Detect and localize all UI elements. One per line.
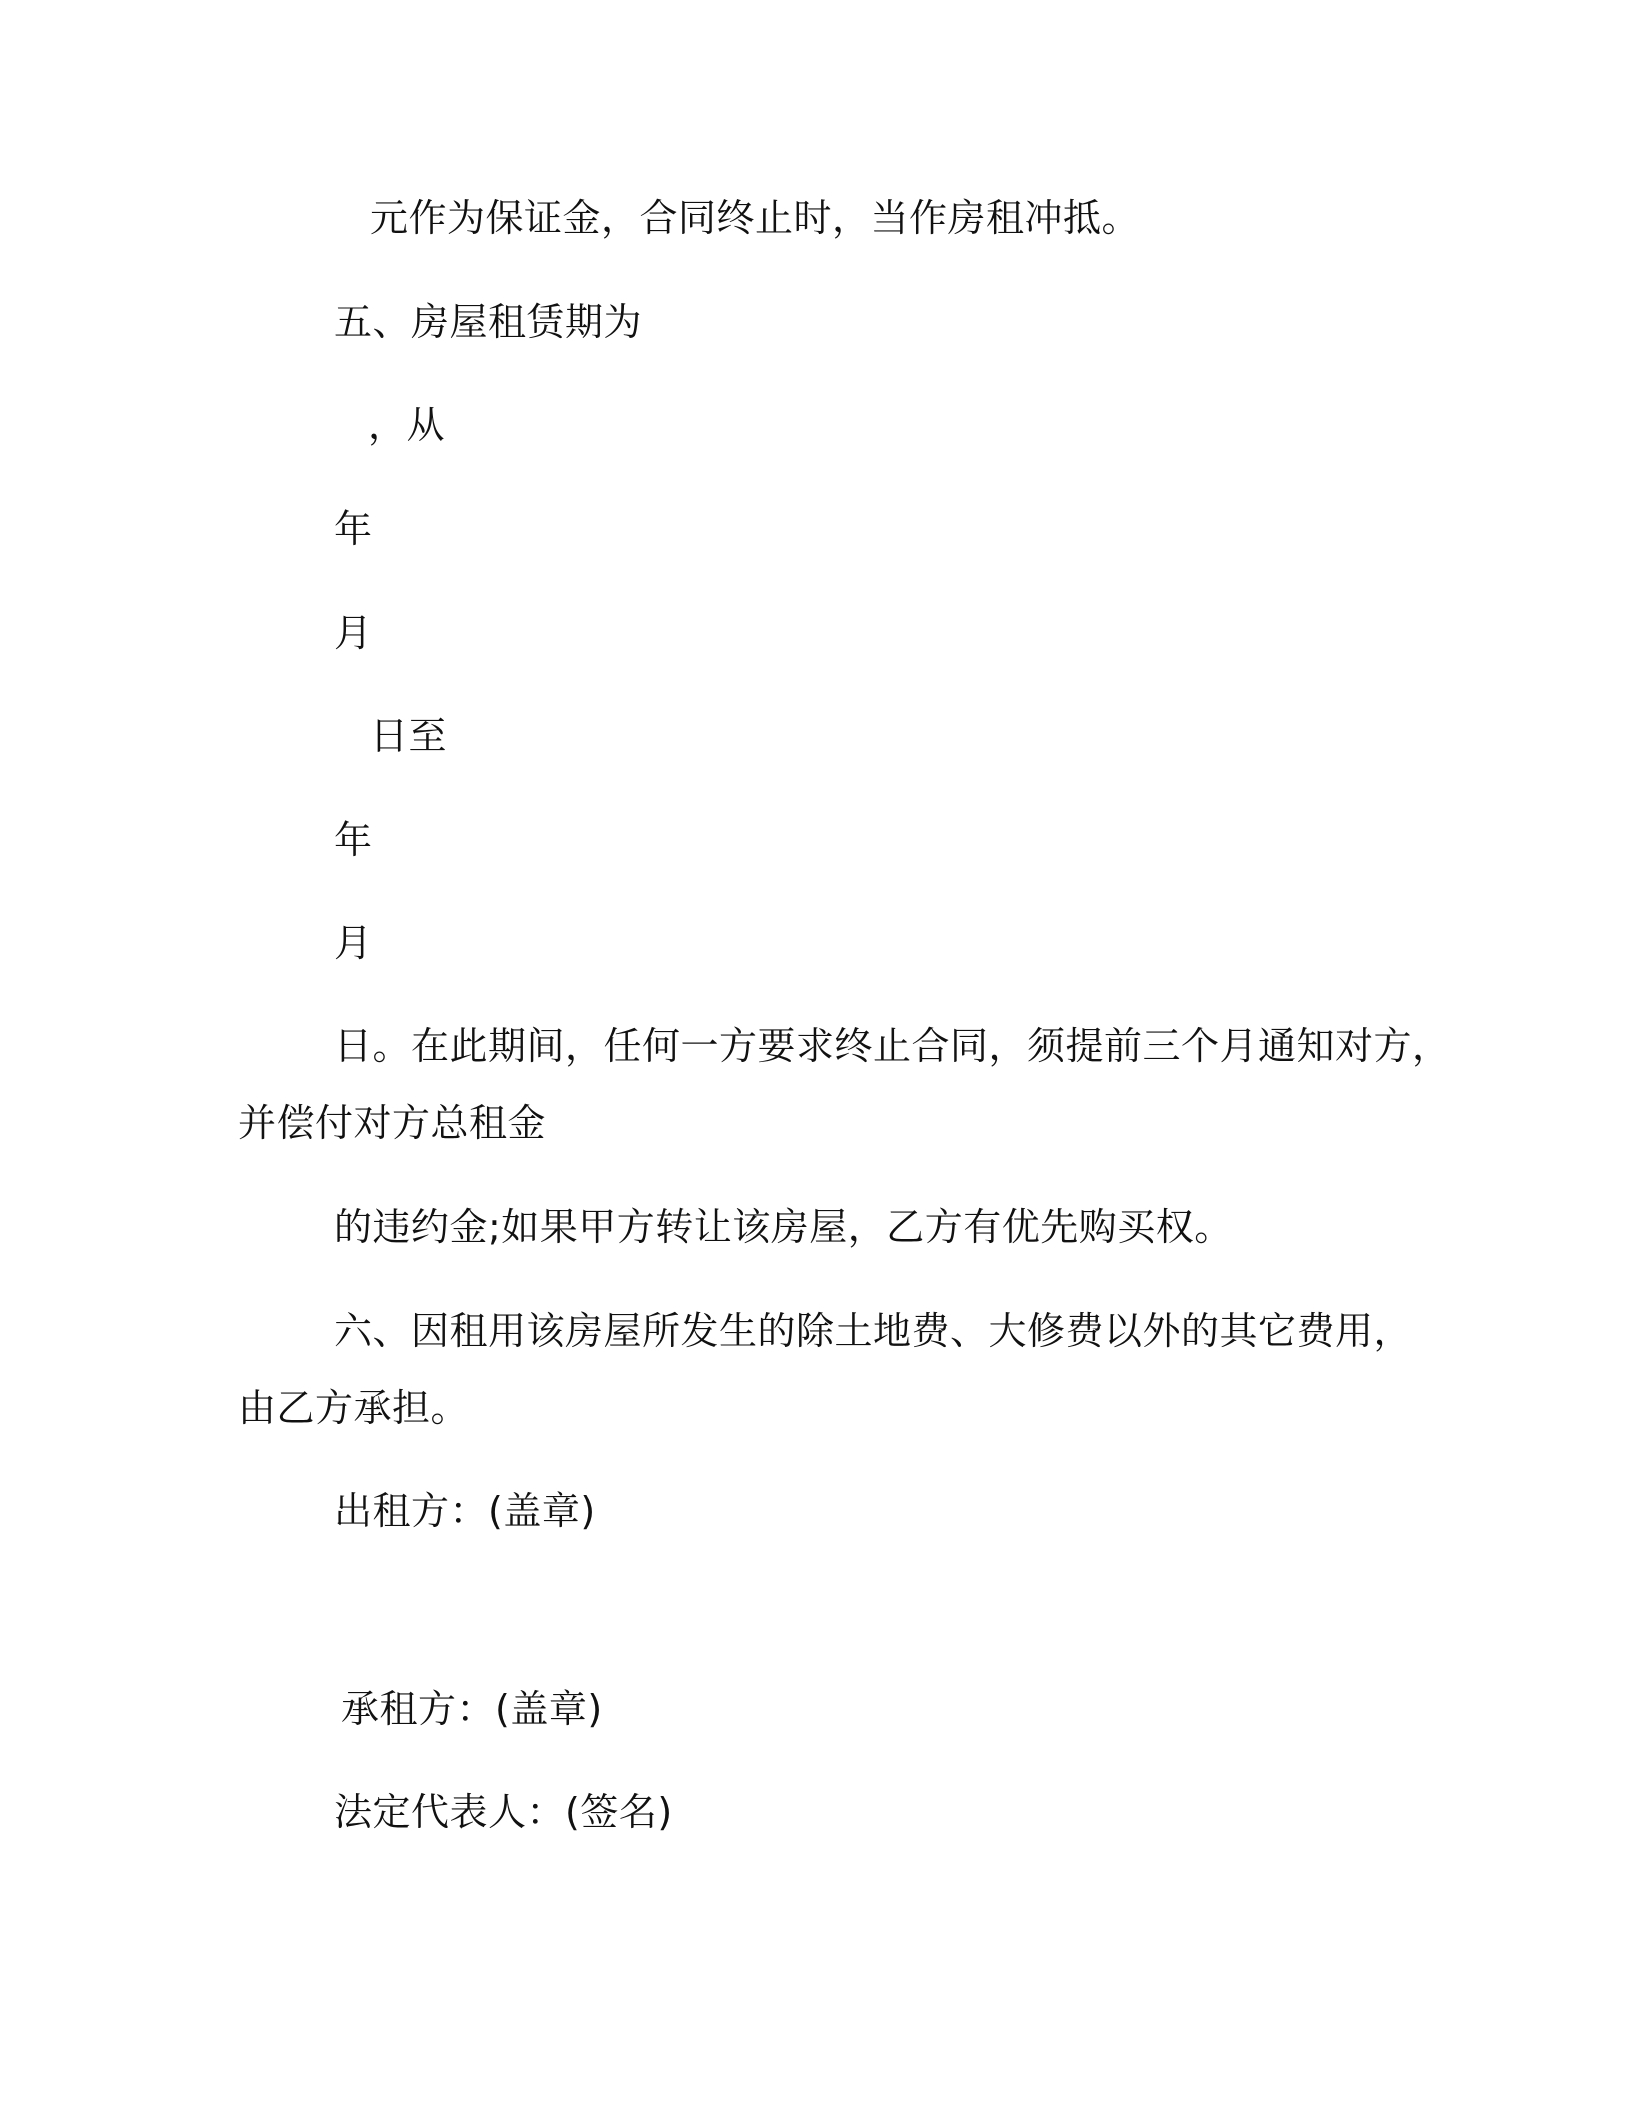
- start-month-label: 月: [334, 611, 373, 655]
- clause-six-line: 六、因租用该房屋所发生的除土地费、大修费以外的其它费用，: [334, 1309, 1413, 1353]
- clause-five-heading: 五、房屋租赁期为: [334, 300, 643, 344]
- legal-representative-label: 法定代表人：(签名): [334, 1790, 673, 1834]
- clause-six-continuation: 由乙方承担。: [238, 1386, 470, 1430]
- end-month-label: 月: [334, 921, 373, 965]
- start-year-label: 年: [334, 507, 373, 551]
- lease-from-label: ，从: [368, 403, 446, 447]
- penalty-clause-line: 的违约金;如果甲方转让该房屋，乙方有优先购买权。: [334, 1205, 1233, 1249]
- end-year-label: 年: [334, 818, 373, 862]
- lessor-signature-label: 出租方：(盖章): [334, 1489, 596, 1533]
- start-day-to-label: 日至: [370, 714, 448, 758]
- termination-clause-continuation: 并偿付对方总租金: [238, 1101, 547, 1145]
- lessee-signature-label: 承租方：(盖章): [341, 1687, 603, 1731]
- deposit-clause-line: 元作为保证金，合同终止时，当作房租冲抵。: [370, 196, 1141, 240]
- termination-clause-line: 日。在此期间，任何一方要求终止合同，须提前三个月通知对方，: [334, 1024, 1451, 1068]
